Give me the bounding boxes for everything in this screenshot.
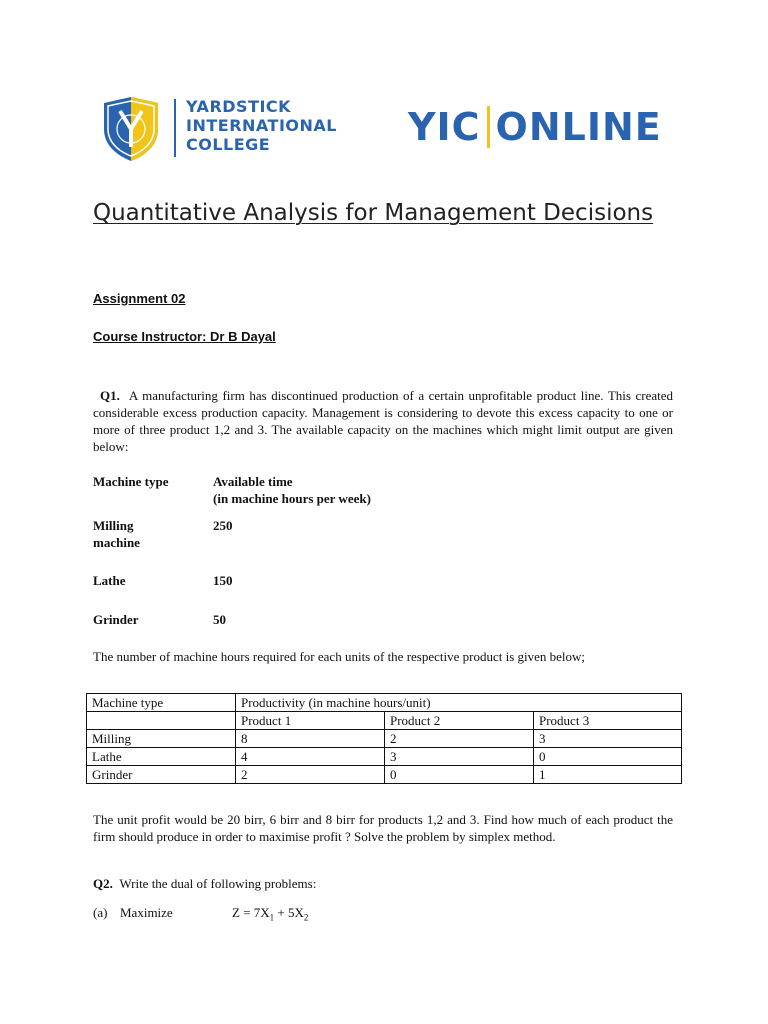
brand-left: YIC [408, 105, 481, 149]
q1-paragraph [93, 387, 673, 455]
capacity-row-machine: Milling machine [93, 518, 140, 550]
table-cell: Grinder [87, 766, 236, 784]
assignment-heading: Assignment 02 [93, 291, 186, 306]
capacity-row-hours: 250 [213, 518, 233, 533]
table-cell: Milling [87, 730, 236, 748]
capacity-col2-header-2: (in machine hours per week) [213, 491, 371, 506]
eq-sub-2: 2 [303, 912, 309, 923]
document-title-text: Quantitative Analysis for Management Decisions [93, 200, 654, 226]
table-cell: 2 [236, 766, 385, 784]
q2-equation [232, 904, 308, 927]
q1-text: A manufacturing firm has discontinued production of a certain unprofitable product line. This created considerable excess production capacity. Management is considering to devote this excess capacity to one or more of three product 1,2 and 3. The available capacity on the machines which might limit output are given below: [93, 388, 673, 454]
yic-online-logo [408, 104, 662, 150]
instructor-heading: Course Instructor: Dr B Dayal [93, 329, 276, 344]
college-name [186, 97, 337, 154]
capacity-col2-header-1: Available time [213, 474, 293, 489]
table-cell: 2 [385, 730, 534, 748]
table-row [87, 748, 682, 766]
table-row [87, 712, 682, 730]
shield-crest-icon [100, 95, 162, 163]
table-row [87, 730, 682, 748]
table-cell: 0 [385, 766, 534, 784]
q2-line [93, 875, 673, 892]
product-header: Product 2 [385, 712, 534, 730]
college-name-line-3: COLLEGE [186, 135, 271, 154]
q1-closing: The unit profit would be 20 birr, 6 birr and 8 birr for products 1,2 and 3. Find how much of each product the firm should produce in order to maximise profit ? Solve the problem by simplex method. [93, 812, 673, 844]
q2-text: Write the dual of following problems: [119, 876, 317, 891]
table-cell: Lathe [87, 748, 236, 766]
table-cell: 0 [534, 748, 682, 766]
college-name-line-1: YARDSTICK [186, 97, 292, 116]
capacity-col1-header: Machine type [93, 474, 169, 489]
product-header: Product 1 [236, 712, 385, 730]
table-cell: 3 [385, 748, 534, 766]
college-logo [100, 95, 345, 165]
table-cell: 8 [236, 730, 385, 748]
eq-sub-1: 1 [269, 912, 275, 923]
q2-label: Q2. [93, 876, 113, 891]
table-col1-header: Machine type [87, 694, 236, 712]
table-cell: 3 [534, 730, 682, 748]
table-row [87, 766, 682, 784]
hours-intro: The number of machine hours required for each units of the respective product is given below; [93, 649, 586, 664]
table-cell [87, 712, 236, 730]
brand-right: ONLINE [495, 105, 662, 149]
productivity-table [86, 693, 682, 784]
capacity-row-hours: 50 [213, 612, 226, 627]
college-name-line-2: INTERNATIONAL [186, 116, 337, 135]
table-cell: 4 [236, 748, 385, 766]
eq-lhs: Z = 7X [232, 905, 270, 920]
brand-separator [487, 106, 490, 148]
q1-label: Q1. [100, 388, 120, 403]
table-row [87, 694, 682, 712]
capacity-row-machine: Grinder [93, 612, 139, 627]
eq-mid: + 5X [274, 905, 304, 920]
logo-divider [174, 99, 176, 157]
q2-part-label: (a) [93, 905, 108, 920]
capacity-row-machine: Lathe [93, 573, 126, 588]
q2-part-verb: Maximize [120, 905, 173, 920]
product-header: Product 3 [534, 712, 682, 730]
capacity-row-hours: 150 [213, 573, 233, 588]
table-group-header: Productivity (in machine hours/unit) [236, 694, 682, 712]
table-cell: 1 [534, 766, 682, 784]
document-title [93, 196, 683, 230]
